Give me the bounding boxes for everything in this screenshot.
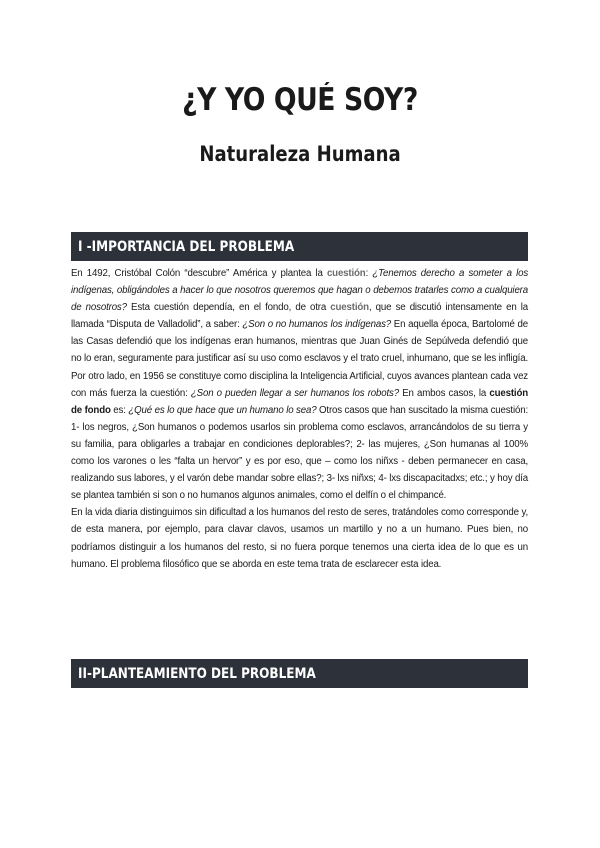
section-heading-label: I -IMPORTANCIA DEL PROBLEMA [78,238,295,255]
section-heading-importancia [71,232,528,261]
question-italic: ¿Qué es lo que hace que un humano lo sea? [128,404,317,416]
page-subtitle: Naturaleza Humana [199,142,401,166]
section-body [71,265,528,573]
text-run: En 1492, Cristóbal Colón “descubre” América y plantea la [71,268,327,279]
text-run: es: [110,404,129,416]
section-heading-label: II-PLANTEAMIENTO DEL PROBLEMA [78,665,316,682]
paragraph-2: En la vida diaria distinguimos sin dificultad a los humanos del resto de seres, tratándoles como corresponde y, de esta manera, por ejemplo, para clavar clavos, usamos un martillo y no a un humano. Pues bien, no podríamos distinguir a los humanos del resto, si no fuera porque tenemos una cierta idea de lo que es un humano. El problema filosófico que se aborda en este tema trata de esclarecer esta idea. [71,507,528,570]
text-run: , que se discutió intensamente en la llamada “Disputa de Valladolid”, a saber: [71,302,528,331]
term-cuestion: cuestión [326,268,366,279]
question-italic: ¿Son o no humanos los indígenas? [242,319,392,331]
text-run: En ambos casos, la [398,387,490,399]
section-heading-planteamiento [71,659,528,688]
page-title: ¿Y YO QUÉ SOY? [182,82,418,118]
text-run: En aquella época, Bartolomé de las Casas defendió que los indígenas eran humanos, mientras que Juan Ginés de Sepúlveda defendió que no lo eran, seguramente para justificar así su uso como esclavos y el trato cruel, inhumano, que se les infligía. Por otro lado, en 1956 se constituye como disciplina la Inteligencia Artificial, cuyos avances plantean cada vez con más fuerza la cuestión: [71,319,528,399]
paragraph-1 [71,265,528,504]
text-run: Otros casos que han suscitado la misma cuestión: 1- los negros, ¿Son humanos o podemos usarlos sin problema como esclavos, arrancándolos de su tierra y su familia, para obligarles a trabajar en condiciones deplorables?; 2- las mujeres, ¿Son humanas al 100% como los varones o les “falta un hervor” y es por eso, que – como los niñxs - deben permanecer en casa, realizando sus labores, y el varón debe mandar sobre ellas?; 3- lxs niñxs; 4- lxs discapacitadxs; etc.; y hoy día se plantea también si son o no humanos algunos animales, como el delfín o el chimpancé. [71,404,528,502]
question-italic: ¿Son o pueden llegar a ser humanos los robots? [190,387,399,399]
text-run: Esta cuestión dependía, en el fondo, de otra [126,302,331,314]
question-italic: ¿Tenemos derecho a someter a los indígenas, obligándoles a hacer lo que nosotros queremos que hagan o debemos tratarles como a cualquiera de nosotros? [71,268,529,314]
term-cuestion-de-fondo: cuestión de fondo [71,387,528,416]
text-run: : [365,268,373,279]
term-cuestion: cuestión [330,302,369,314]
